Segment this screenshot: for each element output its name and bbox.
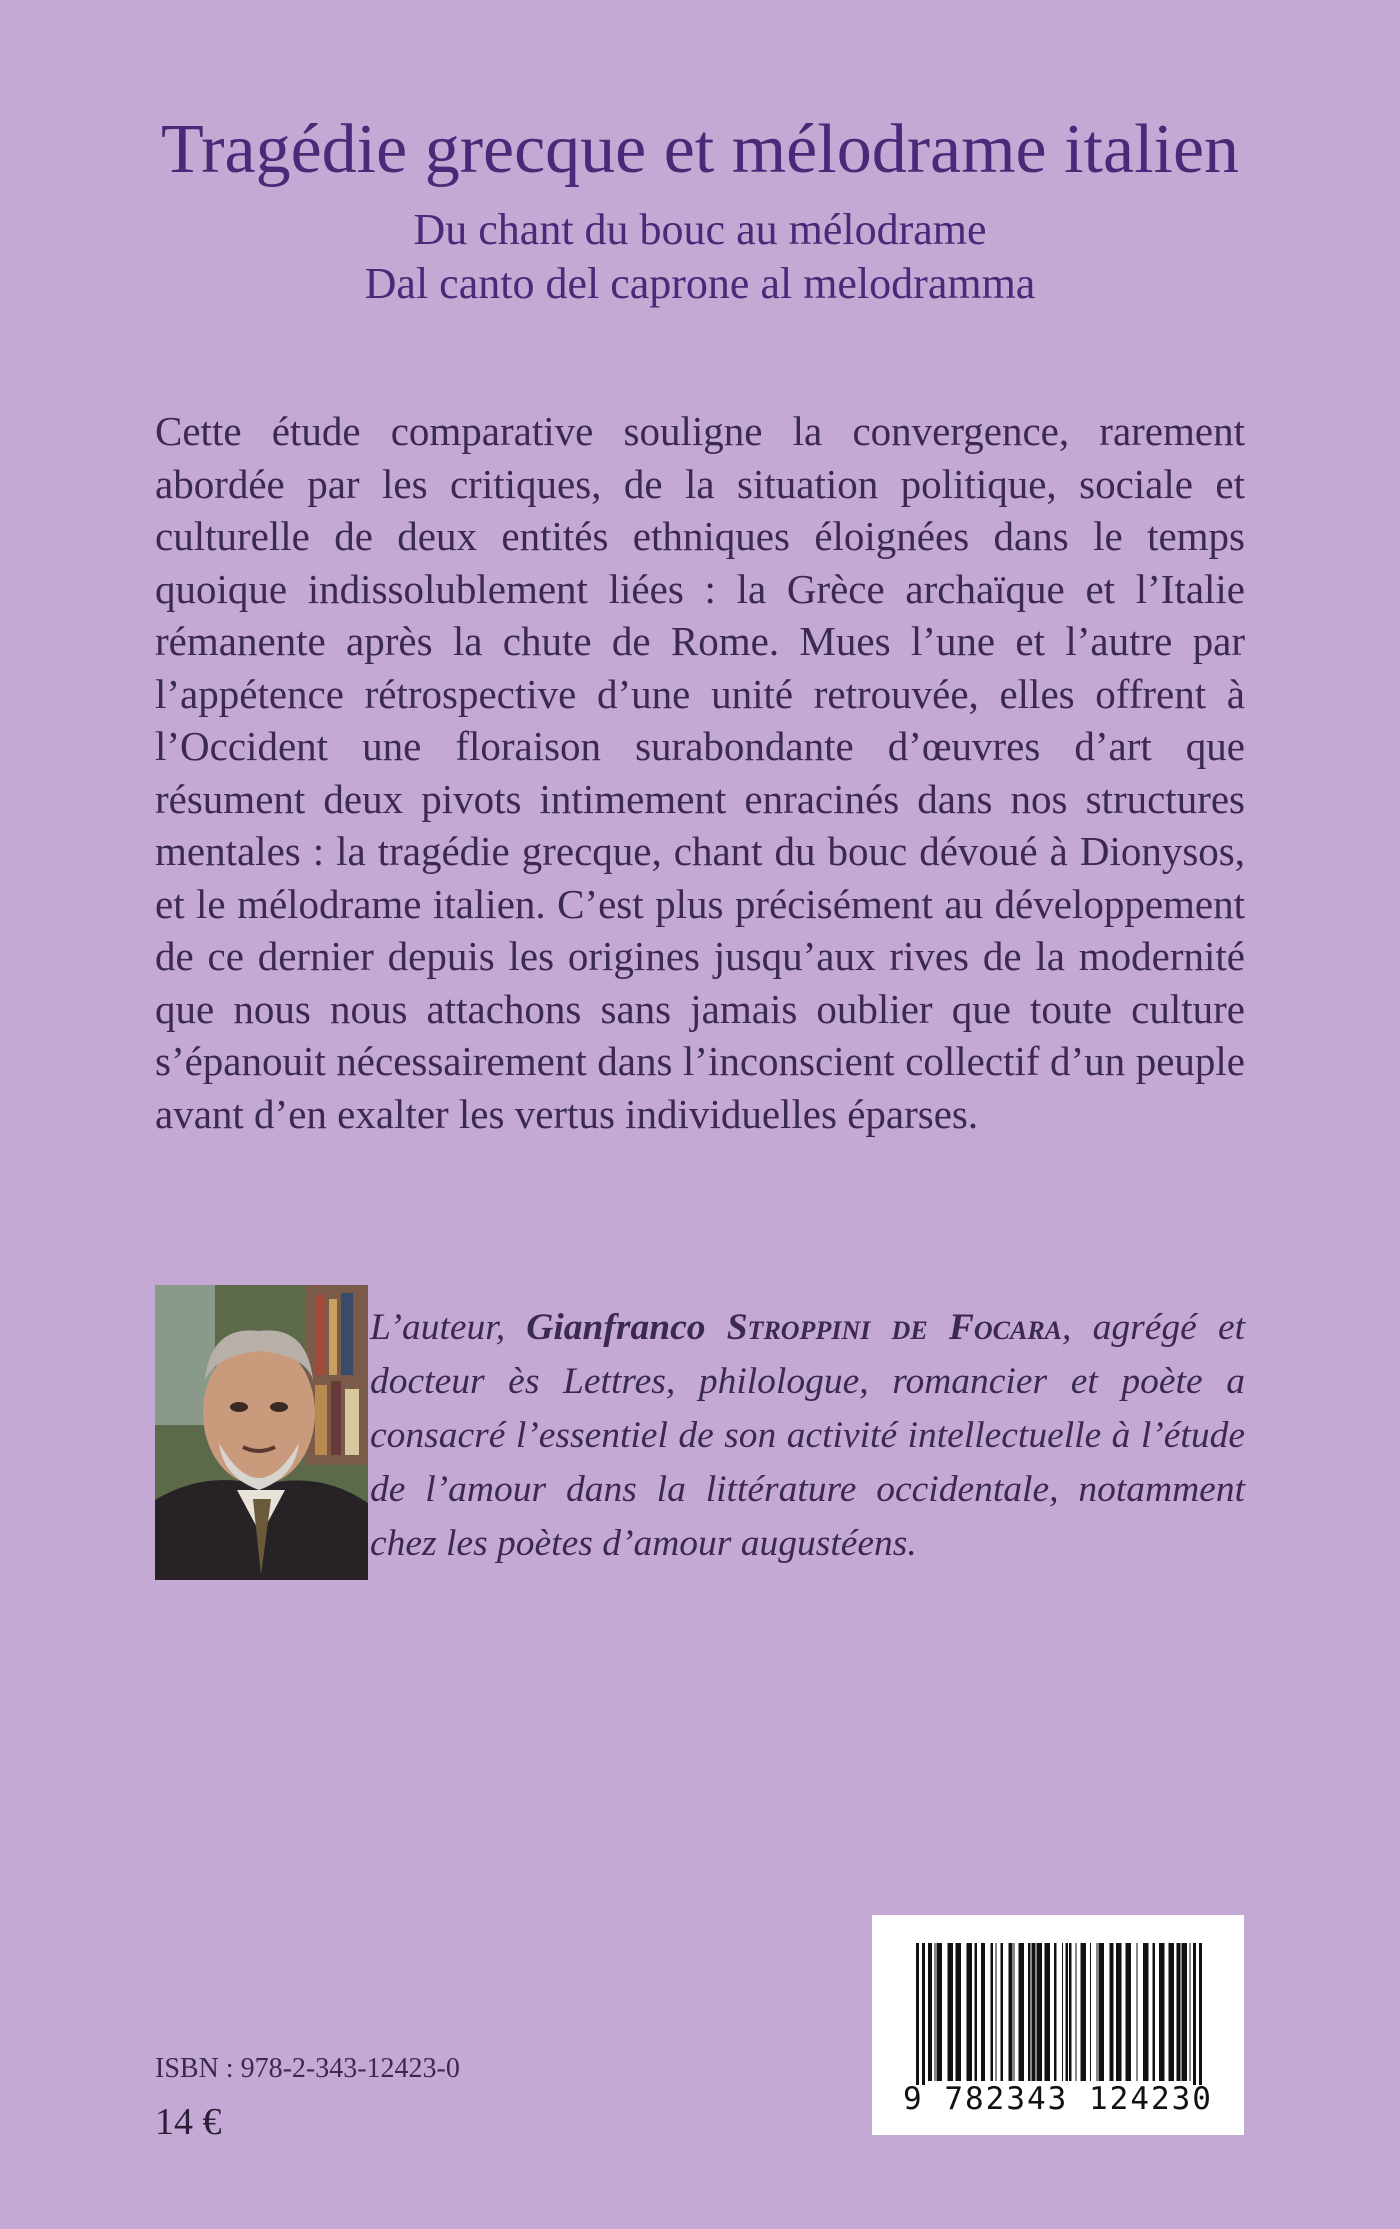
blurb-text: Cette étude comparative souligne la convergence, rarement abordée par les critiques, de la situation politique, sociale et culturelle de deux entités ethniques éloignées dans le temps quoique indissolublement liées : la Grèce archaïque et l’Italie rémanente après la chute de Rome. Mues l’une et l’autre par l’appétence rétrospective d’une unité retrouvée, elles offrent à l’Occident une floraison surabondante d’œuvres d’art que résument deux pivots intimement enracinés dans nos structures mentales : la tragédie grecque, chant du bouc dévoué à Dionysos, et le mélodrame italien. C’est plus précisément au développement de ce dernier depuis les origines jusqu’aux rives de la modernité que nous nous attachons sans jamais oublier que toute culture s’épanouit nécessairement dans l’inconscient collectif d’un peuple avant d’en exalter les vertus individuelles éparses.: [155, 408, 1245, 1137]
price-label: 14 €: [155, 2101, 222, 2143]
barcode-bars: [872, 1915, 1244, 2085]
author-last-name: Stroppini de Focara: [726, 1307, 1063, 1348]
barcode: [872, 1915, 1244, 2135]
author-bio: [370, 1301, 1245, 1571]
author-photo: [155, 1285, 368, 1580]
book-title: Tragédie grecque et mélodrame italien: [160, 111, 1240, 188]
author-first-name: Gianfranco: [526, 1307, 706, 1348]
isbn-label: ISBN : 978-2-343-12423-0: [155, 2053, 460, 2084]
barcode-digits: 9 782343 124230: [903, 2081, 1213, 2117]
bio-rest: , agrégé et docteur ès Lettres, philologue, romancier et poète a consacré l’essentiel de son activité intellectuelle à l’étude de l’amour dans la littérature occidentale, notamment chez les poètes d’amour augustéens.: [370, 1307, 1246, 1564]
subtitle-italian: Dal canto del caprone al melodramma: [364, 259, 1036, 308]
subtitle-french: Du chant du bouc au mélodrame: [413, 205, 987, 254]
bio-intro: L’auteur,: [370, 1307, 527, 1348]
